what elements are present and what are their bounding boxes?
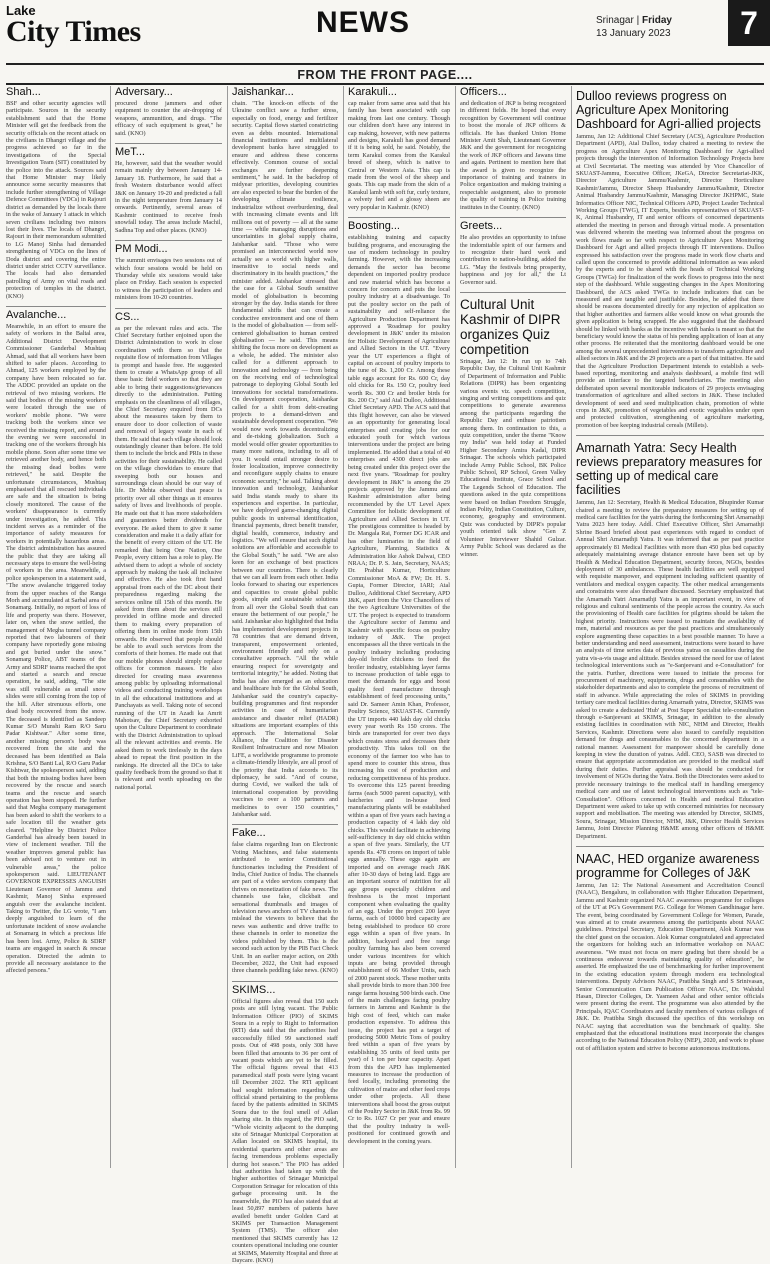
article-met [115,143,222,234]
section-title: NEWS [316,6,410,39]
article-headline: Adversary... [115,86,173,98]
dateline: Srinagar | Friday 13 January 2023 [596,15,672,39]
article-headline: Jaishankar... [232,86,294,98]
article-body: Meanwhile, in an effort to ensure the safety of workers in the Baltal area, Additional District Development Commissioner Ganderbal Mushtaq Ahmad, said that all workers have been shifted to safer places. According to Ahmad, 125 workers employed by the company have been relocated so far. The ADDC provided an update on the retrieval of two missing workers. He said that bodies of the missing workers were located through the use of workers' mobile phone. "We were tracking both the workers since we received the missing report, and around the evening we were successful in tracking one of the workers through his mobile phone. Soon after some time we retrieved another body, and hence both the missing dead bodies were retrieved," he said. Despite the unfortunate circumstances, Mushtaq emphasised that all rescued individuals are safe and the situation is being closely monitored. The cause of the workers' disappearance is currently under investigation, he added. This incident serves as a reminder of the importance of safety measures for workers in potentially hazardous areas. The district administration has assured the public that they are taking all necessary steps to ensure the well-being of workers in the area. Meanwhile, a police spokesperson in a statement said, "The snow avalanche triggered today from the upper reaches of the Ranga Morh and accumulated at Sarbal area of Sonamarg. Initially, no report of loss of life and property was there. However, later on, when the snow settled, the management of Megha tunnel company reported that two labourers of their company have reportedly gone missing and got buried under the snow." Sonamarg Police, ABT teams of the Army and SDRF teams reached the spot and started a search and rescue operation, he said, adding, "The site was still vulnerable as small snow slides were still coming from the top of the hill. After strenuous efforts, one dead body recovered from the snow. The deceased is identified as Sandeep Kumar S/O Munshi Ram R/O Saru Padar Kishtwar." After some time, another missing person's body was recovered from the site and the deceased has been identified as Bala Krishna, S/O Banti Lal, R/O Garu Padar Kishtwar, the spokesperson said, adding that both the missing bodies have been recovered by the rescue and search teams and the rescue and search operation has been stopped. He further said that Megha company management has been asked to shift the workers to a safe location till the weather gets cleared. "Helpline by District Police Ganderbal has already been issued in view of inclement weather. Till the weather improves general public has been advised not to venture out in vulnerable areas," the police spokesperson said. LIEUTENANT GOVERNOR EXPRESSES ANGUISH Lieutenant Governor of Jammu and Kashmir, Manoj Sinha expressed anguish over the avalanche incident. Taking to Twitter, the LG wrote, "I am deeply anguished to learn of the unfortunate incident of snow avalanche at Sonamarg in which a precious life has been lost. Army, Police & SDRF teams are engaged in search & rescue operation. Directed the admin to provide all necessary assistance to the affected persons." [6,322,107,975]
page-number: 7 [728,0,770,46]
article-body: procured drone jammers and other equipment to counter the air-dropping of weapons, ammunition, and drugs. "The efficacy of such equipment is great," he said. (KNO) [115,100,222,137]
article-adversary [115,86,222,137]
article-body: Jammu, Jan 12: The National Assessment and Accreditation Council (NAAC), Bengaluru, in collaboration with Higher Education Department, Jammu and Kashmir organized NAAC awareness programme for colleges of the UT at PG's Government P.G. College for Women Gandhinagar here. The event, being coordinated by Government College for Women, Parade, was aimed at to create awareness among the participants about NAAC guidelines. Principal Secretary, Education Department, Alok Kumar was the chief guest on the occasion. Alok Kumar congratulated and appreciated the organizers for holding such an informative workshop on NAAC awareness. "We must not focus on mere grading but there should be a continuous endeavour towards maintaining quality of education", he asserted. He emphasized the use of benchmarking for further improvement in the existing education system through modern era technological interventions. Deputy Advisors NAAC, Pratibha Singh and S Srinivasan, Senior Communication Cum Publication Officer NAAC, Dr. Wahidul Hasan, Director Colleges, Dr. Yasmeen Ashai and other senior officials were present during the event. The programme was also attended by the Principals, IQAC Coordinators and faculty members of various colleges of J&K. Dr. Pratibha Singh discussed the specifics of this workshop on NAAC saying that accreditation was the benchmark of quality. She emphasized that the educational institutions must incorporate the changes according to the National Education Policy (NEP), 2020, and work to phase out of affiliation system and strive to become autonomous institutions. [576,881,764,1052]
article-greets [460,217,566,286]
dateline-city: Srinagar [596,15,634,26]
article-headline: Shah... [6,86,41,98]
column-divider [455,86,456,1168]
article-headline: Greets... [460,220,503,233]
article-headline: Fake... [232,827,266,840]
article-body: Jammu, Jan 12: Secretary, Health & Medical Education, Bhupinder Kumar chaired a meeting to review the preparatory measures for setting up of medical care facilities for the yatris during the forthcoming Shri Amarnathji Yatra 2023 here today. Addl. Chief Executive Officer, Shri Amarnathji Shrine Board briefed about past experiences with regard to conduct of Annual Shri Amarnathji Yatra. It was informed that as per past practice approximately 81 Medical Facilities with more than 450 plus bed capacity adequately maintaining average distance enroute have been set up by Health & Medical Education Department, security forces, NGOs, besides deployment of 30 ambulances. These health facilities are well equipped with requisite manpower, and equipment including sufficient quantity of ventilators and medical oxygen capacity. The other medical arrangements and constraints were also threadbare discussed. Secretary emphasized that the Amarnath Yatri Amarnathji Yatra is an important event, in view of religious and cultural sentiments of the people across the country. As such the provisioning of Health care facilities for pilgrims should be taken the highest priority. Instructions were issued to maintain the availability of men, material and resources as per the past practices and simultaneously explore augmenting these capacities in a best possible manner. To have a better understanding and need assessment, instructions were issued to have an analysis of time series data of previous yatras on casualties during the yatra vis-a-vis usage and altitude. Besides stressed the need for use of latest technological interventions such as "e-Sanjeevani and e-Consultation" for the yatris. Further, directions were issued to initiate the process for procurement of machinery, equipments, drugs and consumables with the stakeholder departments and also to complete the process of recruitment of staff in advance. While appreciating the roles of SKIMS in providing tertiary care medical facilities during Amarnath yatra, Director, SKIMS was asked to create a dedicated 'Hub' at Post Super Specialist tele-consultation through e-Sanjeevani at SKIMS, Srinagar, in addition to the already existing facilities in coordination with NIC, NHM and Director, Health Services, Kashmir. Directions were also issued to carefully requisition demand for drugs and consumables to the concerned department in a rational manner. Assessment for manpower should be carefully done keeping in view the duration of yatras. Addl. CEO, SASB was directed to ensure that appropriate accommodation are provided to the medical staff during their duties. Further appraisal was should be conducted for involvement of NGOs during the Yatra. Both the Directorates were asked to provide necessary trainings to the medical staff in handling emergency medical care and use of latest technological interventions such as "tele-Consultation". Officers concerned in Health and medical Education Department were asked to take up with concerned ministries for necessary support and mobilisation. The meeting was attended by Director, SKIMS, Soura, Srinagar, Mission Director, NHM, J&K, Director Health Services Jammu, Joint Director Planning H&ME among other officers of H&ME Department. [576,499,764,840]
article-body: BSF and other security agencies will participate. Sources in the security establishment said that the Home Minister will get the feedback from the security officials on the recent attack on the civilians in Dhangri village and the progress achieved so far in the investigations of the Special Investigation Team (SIT) constituted by the police into the attack. Sources said that Home Minister may likely announce some security measures that include further strengthening of Village Defence Committees (VDCs) in Rajouri district as demanded by the locals there in the wake of January 1 attack in which seven civilians including two minors lost their lives. The locals of Dhangri, Rajouri in their memorandum submitted to LG Manoj Sinha had demanded strengthening of VDCs on the lines of Doda district and covering the entire district under strict CCTV surveillance. The locals had also demanded patrolling of Army on vital roads and protection of temples in the district. (KNO) [6,100,106,300]
article-body: chain. "The knock-on effects of the Ukraine conflict saw a further stress, especially on food, energy and fertilizer security. Capital flows started constricting even as debts mounted. International financial institutions and multilateral development banks have struggled to ensure and address these concerns effectively. Common course of social exchanges are further deepening sentiment," he said. In the backdrop of midyear priorities, developing countries are also expected to bear the burden of the developing climate resilience, industrialize without overburdening, deal with increasing climate events and lift millions out of poverty — all at the same time — while managing disruptions and uncertainties in global supply chains, Jaishankar said. "Those who were promised an interconnected world now actually see a world with higher walls, insensitive to social needs and discriminatory in its health practices," the minister added. Jaishankar stressed that the case for a Global South sensitive model of globalisation is becoming stronger by the day. India stands for three fundamental shifts that can create a conductive environment and one of them is the model of globalisation — from self-centered globalisation to human centred globalisation — he said. This means shifting the focus more on development as a whole, he added. The minister also called for a different approach to innovation and technology — from being on the receiving end of technological patronage to deploying Global South led innovations for societal transformations. On development cooperation, Jaishankar called for a shift from debt-creating projects to a demand-driven and sustainable development cooperation. "We would now work towards decentralizing and de-risking globalization. Such a model would offer greater opportunities to many more nations, including to all of you. It would entail stronger desire to foster localization, improve connectivity and reconfigure supply chains to ensure economic security," he said. Talking about innovation and technology, Jaishankar said India stands ready to share its experiences and expertise. In particular, we have deployed game-changing digital public goods in universal identification, financial payments, direct benefit transfer, digital health, commerce, industry and logistics. "We will ensure that such digital solutions are affordable and accessible to the Global South," he said. "We are also keen for an exchange of best practices between our countries. There is clearly that we can all learn from each other. India looks forward to sharing our experiences and capacities to create global public goods, simple and sustainable solutions from all over the Global South that can ensure the betterment of our people," he said. Jaishankar also highlighted that India has implemented development projects in 78 countries that are demand driven, transparent, empowerment oriented, environment friendly and rely on a consultative approach. "All the while ensuring respect for sovereignty and territorial integrity," he added. Noting that India has also emerged as an education and healthcare hub for the Global South, Jaishankar said the country's capacity-building programmes and first responder activities in case of humanitarian assistance and disaster relief (HADR) situations are important examples of this approach. The International Solar Alliance, the Coalition for Disaster Resilient Infrastructure and now Mission LiFE, a worldwide programme to promote a climate-friendly lifestyle, are all proof of the priority that India accords to its diplomacy, he said. "And of course, during Covid, we walked the talk of international cooperation by providing vaccines to over a 100 partners and medicines to over 150 countries," Jaishankar said. [232,100,338,818]
column-2 [115,86,222,1168]
article-body: Official figures also reveal that 150 such posts are still lying vacant. The Public Information Officer (PIO) of SKIMS Soura in a reply to Right to Information (RTI) data said that the authorities had successfully filled 99 sanctioned staff posts. Out of 498 posts, only 308 have been filled that amounts to 36 per cent of vacant posts which are yet to be filled. The official figures reveal that 413 paramedical staff posts were lying vacant till December 2022. The RTI applicant had sought information regarding the official strand pertaining to the problems faced by the patients admitted in SKIMS Soura due to the foul smell of Adlan sharing site. In this regard, the PIO said, "Whole vicinity adjacent to the dumping site of Srinagar Municipal Corporation at Adlan located on SKIMS hospital, its residential quarters and other areas are facing tremendous problems especially during hot season." The PIO has added that authorities had taken up with the higher authorities of Srinagar Municipal Corporation Srinagar for relocation of this garbage processing unit. In the meanwhile, the PIO has also stated that at least 50,897 numbers of patients have availed benefit under Golden Card at SKIMS per Transaction Management System (TMS). The officer also mentioned that SKIMS currently has 12 counters operational including one counter at SKIMS, Maternity Hospital and three at Daycare. (KNO) [232,997,338,1264]
article-dulloo [576,89,764,429]
article-body: establishing training and capacity building programs, and encouraging the use of modern technology in poultry farming. However, with the increasing demands the sector has become dependent on imported poultry produce and raw material which has become a concern for concern and puts the local poultry industry at a disadvantage. To put the poultry sector on the path of sustainability and self-reliance the Agriculture Production Department has approved a 'Roadmap for poultry development in J&K' under its mission for Holistic Development of Agriculture and Allied Sectors in the UT. "Every year the UT experiences a flight of capital on account of poultry imports to the tune of Rs. 1,200 Cr. Among these table eggs account for Rs. 600 Cr, day old chicks for Rs. 150 Cr, poultry feed worth Rs. 300 Cr and broiler birds for Rs. 200 Cr," said Atal Dulloo, Additional Chief Secretary APD. The ACS said that this flight however, can also be viewed as an opportunity for generating local enterprises and creating jobs for our educated youth for which various interventions under the project are being implemented. He added that a total of 40 enterprises and 4300 direct jobs are being created under this project over the next five years. "Roadmap for poultry development in J&K" is among the 29 projects approved by the Jammu and Kashmir administration after being recommended by the UT Level Apex Committee for holistic development of Agriculture and Allied Sectors in UT. The prestigious committee is headed by Dr. Mangala Rai, Former DG ICAR and has other luminaries in the field of Agriculture, Planning, Statistics & Administration like Ashok Dalwai, CEO NRAA; Dr. P. S. Jain, Secretary, NAAS; Dr. Prabhat Kumar, Horticulture Commissioner MoA & FW; Dr. H. S. Gupta, Former Director, IARI; Atal Dulloo, Additional Chief Secretary, APD J&K, apart from the Vice Chancellors of the two Agriculture Universities of the UT. The project is expected to transform the Agriculture sector of Jammu and Kashmir with specific focus on poultry industry of J&K. The project encompasses all the three verticals in the poultry industry including producing day-old broiler chickens to feed the broiler industry, establishing layer farms to increase production of table eggs to meet the demands for eggs and boost quality feed manufacture through establishment of feed processing units," said Dr. Sameer Amin Khan, Professor, Poultry Science, SKUAST-K. Currently the UT imports 440 lakh day old chicks every year worth Rs 150 crores. The birds are transported for over two days which creates stress and decreases their productivity. This takes toll on the economy of the farmer too who has to spend more to counter this stress, thus increasing his cost of production and reducing competitiveness of his produce. To overcome this 125 parent breeding farms (each 5000 parent capacity), with hatcheries and in-house feed manufacturing plants will be established within a span of five years each having a production capacity of 4 lakh day old chicks. This would facilitate in achieving self-sufficiency in day old chicks within a span of five years. Similarly, the UT spends Rs. 478 crores on import of table eggs annually. These eggs again are imported and on average reach J&K after 10-30 days of being laid. Eggs are an important source of nutrition for all age groups especially children and freshness is the most important component when evaluating the quality of an egg. Under the project 200 layer farms, each of 10000 bird capacity are being established to produce 60 crore eggs within a span of five years. In addition, backyard and free range poultry farming has also been covered under various incentives for which inputs are being provided through establishment of 66 Mother Units, each of 2000 parent stock. These mother units shall provide birds to more than 300 free range farms housing 500 birds each. One of the main challenges facing poultry farmers in Jammu and Kashmir is the high cost of feed, which can make production expensive. To address this issue, the project has put a target of producing 5000 Metric Tons of poultry feed within a span of five years by establishing 35 units of feed units per year) of 1 ton per hour capacity. Apart from this the APD has implemented measures to increase the production of feed locally, including promoting the cultivation of maize and other feed crops under other projects. All these interventions shall boost the gross output of the Poultry Sector in J&K from Rs. 99 Cr to Rs. 1027 Cr per year and ensure that the poultry industry is well-positioned for continued growth and development in the coming years. [348,234,450,1145]
column-5 [460,86,566,1168]
article-headline: Officers... [460,86,507,98]
newspaper-logo [6,4,146,64]
article-headline: Dulloo reviews progress on Agriculture Apex Monitoring Dashboard for Agri-allied projects [576,89,761,131]
section-subhead: FROM THE FRONT PAGE.... [297,68,473,82]
article-body: as per the relevant rules and acts. The Chief Secretary further enjoined upon the District Administration to work in close coordination with them so that the requisite flow of information from Villages is prompt and hassle free. He suggested them to create a WhatsApp group of all these basic field workers so that they are able to bring their suggestions/grievances directly to the administration. Putting emphasis on the cleanliness of all villages, the Chief Secretary enquired from DCs about the measures taken by them to ensure door to door collection of waste and removal of legacy waste in each of them. He said that each village should look outstandingly cleaner than before. He told them to include the brick and PRIs in these activities for their sustainability. He called on the village chowkidars to ensure that sweeping both our houses and surroundings clean should be our way of life. Dr Mehta observed that peace is priority over all other things as it ensures safety of lives and livelihoods of people. He made out that it has more stakeholders and guarantees better dividends for everyone. He asked them to give it same consideration and make it a daily affair for the benefit of every citizen of the UT. He remarked that being One Nation, One People, every citizen has a role to play. He advised them to adopt a whole of society approach by making the task all inclusive and effective. He also took first hand appraisal from each of the DC about their preparedness regarding making the services online till 15th of this month. He asked from them about the services still provided in offline mode and directed them to making every preparation of offering them in online mode from 15th onwards. He observed that people should be able to avail such services from the comforts of their homes. He made out that our mobile phones should simply replace offices for common masses. He also directed for creating mass awareness among public by uploading informational videos and conducting training workshops in all the educational institutions and at Panchayats as well. Taking note of second running of the UT in Azadi ka Amrit Mahotsav, the Chief Secretary exhorted upon the Culture Department to coordinate with the District Administration to upload all the relevant activities and events. He asked them to work tirelessly in the days ahead to repeat the first position in the rankings. He directed all the DCs to take quality feedback from the ground so that it is relevant and worth uploading on the national portal. [115,324,222,791]
article-headline: Avalanche... [6,308,67,321]
article-headline: PM Modi... [115,243,168,256]
article-boosting [348,217,450,1145]
article-headline: NAAC, HED organize awareness programme for Colleges of J&K [576,851,760,880]
masthead-rule-top [6,63,764,65]
article-body: and dedication of JKP is being recognized in different fields. He hoped that every recognition by Government will continue to boost the morale of JKP officers & officials. He has thanked Union Home Minister Amit Shah, Lieutenant Governor J&K and the government for recognizing the work of JKP officers and Jawans time and again. Pertinent to mention here that the award is given to recognize the importance of training and trainers in Police organization and making training a respectable assignment, also to promote the quality of training in Police training institutes in the Country. (KNO) [460,100,566,211]
article-cs [115,308,222,792]
article-avalanche [6,306,106,975]
article-headline: Karakuli... [348,86,397,98]
article-pm-modi [115,240,222,301]
column-3 [232,86,338,1264]
article-jaishankar [232,86,338,818]
article-headline: SKIMS... [232,983,276,996]
article-headline: Cultural Unit Kashmir of DIPR organizes Quiz competition [460,296,561,357]
article-headline: Amarnath Yatra: Secy Health reviews preparatory measures for setting up of medical care facilities [576,441,763,498]
article-body: cap maker from same area said that his family has been associated with cap making from last one century. Though our children don't have any interest in cap making, however, with new patterns and designs, Karakuli has good demand if it is being sold, he said. Notably, the term Karakul comes from the Karakul breed of sheep, which is native to Central or Western Asia. This cap is made from the wool of the sheep and goats. This cap made from the skin of a Karakul lamb with soft fur, curly texture, a velvety feel and a glossy sheen are very popular in Kashmir. (KNO) [348,100,450,211]
column-4 [348,86,450,1168]
article-shah [6,86,106,300]
article-body: He, however, said that the weather would remain mainly dry between January 14-January 18. Furthermore, he said that a fresh Western disturbance would affect J&K on January 19-20 and predicted a fall in the night temperature from January 14 onwards. Pertinently, several areas of Kashmir continued to receive fresh snowfall today. The areas include Machil, Sadhna Top and other places. (KNO) [115,160,222,234]
column-6 [576,86,764,1168]
article-body: Srinagar, Jan 12: In run up to 74th Republic Day, the Cultural Unit Kashmir of Department of Information and Public Relations (DIPR) has been organizing various events viz. speech competition, singing and writing competitions and quiz competitions to generate awareness among the participants regarding the Republic Day and enthuse patriotism among them. In continuation to this, a quiz competition, under the theme "Know my India" was held today at Funded Higher Secondary Amira Kadal, DIPR Srinagar. The schools which participated include Army Public School, BK Police Public School, RP School, Green Valley Educational Institute, Grace School and The Legends School of Education. The questions asked in the quiz competitions were based on Indian Freedom Struggle, Indian Polity, Indian Constitution, Culture, economy, geography and environment. Quiz was conducted by DIPR's popular youth oriented talk show "Gen Z Volunteer Interviewer Shahid Gulzar. Army Public School was declared as the winner. [460,357,566,558]
column-divider [571,86,572,1168]
article-headline: MeT... [115,146,145,159]
column-1 [6,86,106,1168]
article-skims [232,981,338,1264]
article-headline: Boosting... [348,220,400,233]
masthead-rule-bottom [6,83,764,85]
dateline-day: Friday [641,15,672,26]
article-officers [460,86,566,211]
article-cultural-unit [460,292,566,558]
article-naac [576,846,764,1052]
article-karakuli [348,86,450,211]
column-divider [110,86,111,1168]
article-body: He also provides an opportunity to infuse the indomitable spirit of our farmers and to recognize their hard work and contribution to nation-building, added the LG. "May the festivals bring prosperity, happiness and joy for all," the Lt Governor said. [460,234,566,286]
article-body: false claims regarding Iran on Electronic Voting Machines, and false statements attributed to senior Constitutional functionaries including the President of India, Chief Justice of India. The channels are part of a video services company that thrives on monetization of fake news. The channels use fake, clickbait and sensational thumbnails and images of television news anchors of TV channels to mislead the viewers to believe that the news was authentic and drive traffic to these channels in order to monetize the videos published by them. This is the second such action by the PIB Fact Check Unit. In an earlier major action, on 20th December, 2022, the Unit had exposed three channels peddling fake news. (KNO) [232,841,338,975]
logo-top-text: Lake [6,3,36,18]
article-fake [232,824,338,974]
dateline-date: 13 January 2023 [596,28,671,39]
article-body: The summit envisages two sessions out of which four sessions would be held on Thursday while six sessions would take place on Friday. Each session is expected to witness the participation of leaders and ministers from 10-20 countries. [115,257,222,302]
column-divider [343,86,344,1168]
logo-main-text: City Times [6,15,141,48]
article-body: Jammu, Jan 12: Additional Chief Secretary (ACS), Agriculture Production Department (APD), Atal Dulloo, today chaired a meeting to review the progress on Agriculture Apex Monitoring Dashboard for Agri-allied projects through the intervention of Information Technology Projects here at Civil Secretariat. The meeting was attended by Vice Chancellor of SKUAST-Jammu, Executive Officer, JKeGA, Director Secretariat-JKK, Director Agriculture Jammu/Kashmir, Director Horticulture Kashmir/Jammu, Director Sheep Husbandry Jammu/Kashmir, Director Animal Husbandry Jammu/Kashmir, Managing Director JKHPMC, State Informatics Officer NIC, Technical Officers APD, Project Leader Technical Working Groups (TWG), IT Experts, besides representatives of SKUAST-K, Animal Husbandry, IT and senior officers of concerned departments attended the meeting in person and through virtual mode. A presentation was delivered wherein the meeting was informed about the progress on work flows made so far with respect to Agriculture Apex Monitoring Dashboard for Agri and allied projects through IT interventions. Dulloo expressed his satisfaction over the progress made in work flow charts and called upon the concerned to provide additional information as was asked by the experts and to be shared with the heads of Technical Working Groups (TWGs) for finalization of the work flows to progress into the next step of the dashboard. While suggesting changes in the Apex Monitoring Dashboard, the ACS asked TWGs to include indicators that can be measured and are tangible and justifiable. Besides, he added that there should be reasons documented directly for any rejection of application so that higher authorities and farmers alike would know on what grounds the given application is being scrapped. He also suggested that the dashboard should be linked with banks as the incentive with banks is meant so that the beneficiary would know the status of his pending application of loan at any other process. He reiterated that the monitoring dashboard would be one among the several unprecedented interventions to transform agriculture and allied sectors in J&K and the 29 projects are a part of that initiative. He said that the Agriculture Production Department intends to establish a web-based reporting, monitoring and analysis dashboard, a mobile first will provide an interface to the targeted beneficiaries. The meeting also deliberated upon several monitorable indicators of 29 projects envisaging transformation of agriculture and allied sectors in J&K. These included development of seed and seed multiplication chain, promotion of white crops in J&K, promotion of vegetables and exotic vegetables under open and protected cultivation, strengthening of agriculture marketing, promotion of bee keeping industrial cereals (Millets). [576,133,764,429]
article-amarnath [576,435,764,840]
column-divider [227,86,228,1168]
article-headline: CS... [115,310,140,323]
